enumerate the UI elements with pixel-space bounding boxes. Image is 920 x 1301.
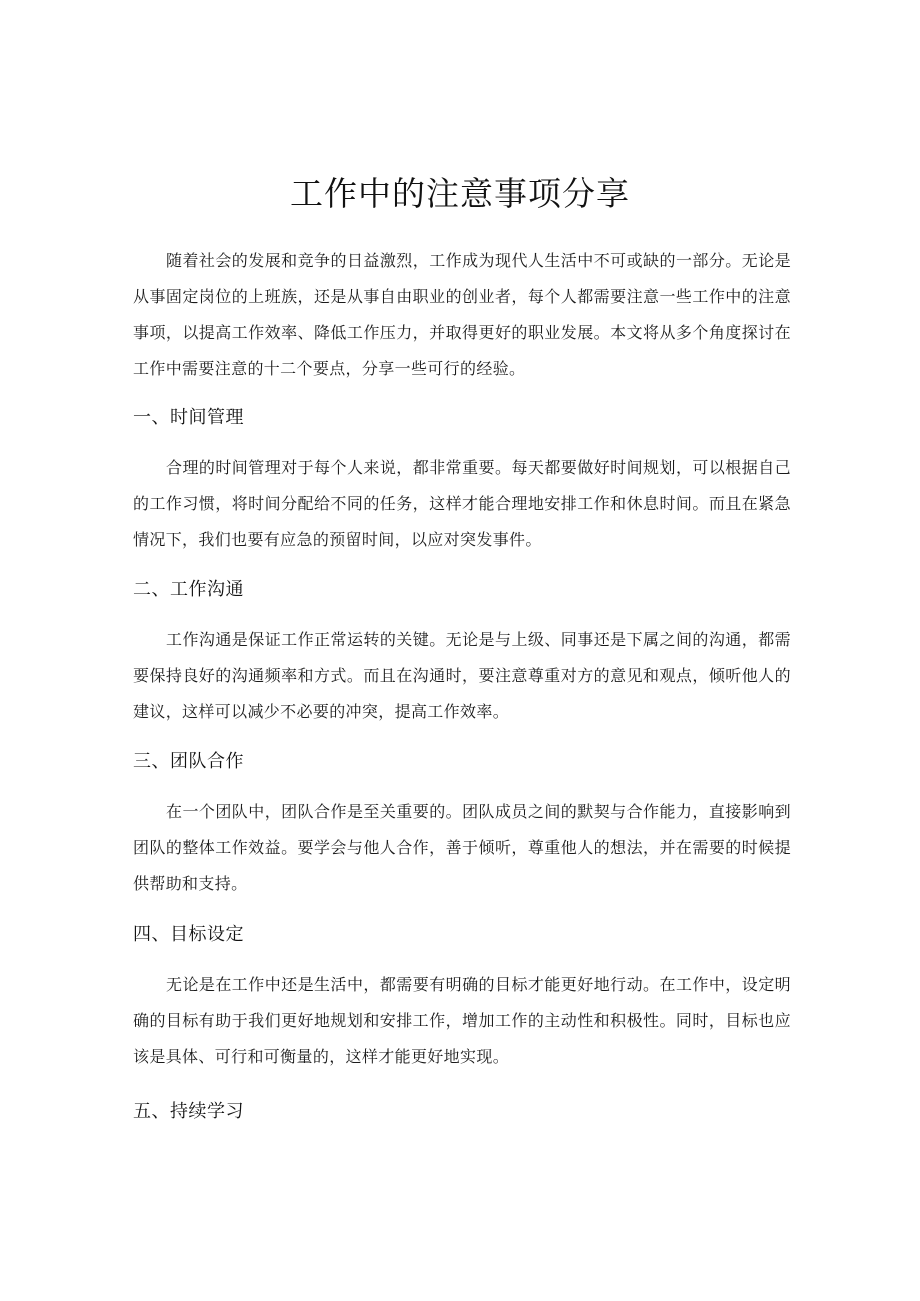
section-body-work-communication: 工作沟通是保证工作正常运转的关键。无论是与上级、同事还是下属之间的沟通，都需要保持良好的沟通频率和方式。而且在沟通时，要注意尊重对方的意见和观点，倾听他人的建议，这样可以减少不必要的冲突，提高工作效率。 (133, 630, 791, 721)
section-heading-time-management: 一、时间管理 (133, 407, 244, 428)
section-body-goal-setting: 无论是在工作中还是生活中，都需要有明确的目标才能更好地行动。在工作中，设定明确的目标有助于我们更好地规划和安排工作，增加工作的主动性和积极性。同时，目标也应该是具体、可行和可衡量的，这样才能更好地实现。 (133, 975, 791, 1066)
section-heading-teamwork: 三、团队合作 (133, 751, 244, 772)
section-heading-continuous-learning: 五、持续学习 (133, 1101, 244, 1122)
section-heading-goal-setting: 四、目标设定 (133, 924, 244, 945)
section-body-teamwork: 在一个团队中，团队合作是至关重要的。团队成员之间的默契与合作能力，直接影响到团队的整体工作效益。要学会与他人合作，善于倾听，尊重他人的想法，并在需要的时候提供帮助和支持。 (133, 802, 791, 893)
intro-paragraph: 随着社会的发展和竞争的日益激烈，工作成为现代人生活中不可或缺的一部分。无论是从事固定岗位的上班族，还是从事自由职业的创业者，每个人都需要注意一些工作中的注意事项，以提高工作效率、降低工作压力，并取得更好的职业发展。本文将从多个角度探讨在工作中需要注意的十二个要点，分享一些可行的经验。 (133, 251, 791, 378)
section-heading-work-communication: 二、工作沟通 (133, 579, 244, 600)
section-body-time-management: 合理的时间管理对于每个人来说，都非常重要。每天都要做好时间规划，可以根据自己的工作习惯，将时间分配给不同的任务，这样才能合理地安排工作和休息时间。而且在紧急情况下，我们也要有应急的预留时间，以应对突发事件。 (133, 458, 791, 549)
document-title: 工作中的注意事项分享 (290, 174, 630, 213)
